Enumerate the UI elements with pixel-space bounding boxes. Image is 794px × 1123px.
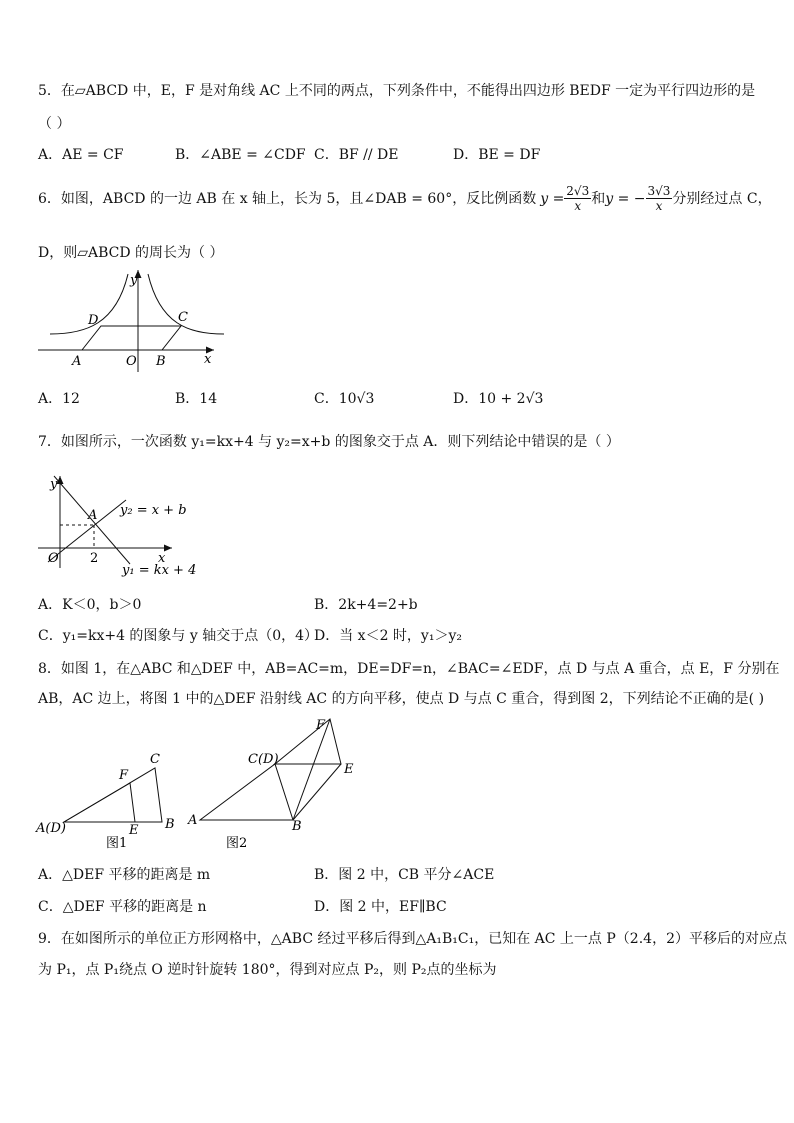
q6-stem-text-a: 6．如图，ABCD 的一边 AB 在 x 轴上，长为 5，且∠DAB = 60°，反比例函数 — [38, 190, 537, 207]
q6-function-1-denominator: x — [574, 199, 582, 213]
q8-fig2-label-b: B — [292, 819, 302, 834]
q7-option-b: B．2k+4=2+b — [314, 597, 418, 613]
q6-stem-text-b: 分别经过点 C， — [672, 190, 772, 207]
q6-option-c: C．10√3 — [314, 391, 375, 407]
q8-fig2-label-e: E — [344, 762, 354, 777]
q8-fig2-label-cd: C(D) — [248, 752, 279, 767]
q8-figure-2 — [186, 712, 386, 852]
q6-label-y: y — [130, 273, 138, 288]
q8-stem-line2: AB，AC 边上，将图 1 中的△DEF 沿射线 AC 的方向平移，使点 D 与点 C 重合，得到图 2，下列结论不正确的是( ) — [38, 691, 765, 707]
q6-parallelogram — [82, 326, 181, 350]
q6-function-2 — [646, 184, 673, 213]
q8-fig1-label-ad: A(D) — [36, 821, 66, 836]
q5-option-d: D．BE = DF — [453, 147, 541, 163]
q8-fig2-triangle-def — [275, 719, 341, 764]
q8-option-a: A．△DEF 平移的距离是 m — [38, 867, 211, 883]
q7-option-c: C．y₁=kx+4 的图象与 y 轴交于点（0，4） — [38, 628, 319, 644]
q5-option-a: A．AE = CF — [38, 147, 124, 163]
q8-fig1-triangle-def — [64, 783, 135, 822]
q8-fig1-triangle-abc — [64, 768, 162, 822]
q8-option-b: B．图 2 中，CB 平分∠ACE — [314, 867, 495, 883]
q7-label-a: A — [88, 508, 98, 523]
q6-function-2-numerator: 3√3 — [647, 184, 671, 198]
q8-option-c: C．△DEF 平移的距离是 n — [38, 899, 207, 915]
q8-fig2-caption: 图2 — [226, 836, 248, 851]
q5-option-b: B．∠ABE = ∠CDF — [175, 147, 306, 163]
q7-label-o: O — [48, 551, 59, 566]
q6-option-d: D．10 + 2√3 — [453, 391, 544, 407]
q6-stem-and: 和 — [591, 190, 606, 207]
q6-function-2-denominator: x — [655, 199, 663, 213]
q9-stem-line2: 为 P₁，点 P₁绕点 O 逆时针旋转 180°，得到对应点 P₂，则 P₂点的坐标为 — [38, 962, 497, 978]
q6-label-a: A — [72, 354, 82, 369]
q8-stem-line1: 8．如图 1，在△ABC 和△DEF 中，AB=AC=m，DE=DF=n，∠BAC=∠EDF，点 D 与点 A 重合，点 E，F 分别在 — [38, 661, 780, 677]
q6-label-x: x — [204, 352, 212, 367]
q7-figure — [34, 472, 234, 582]
q5-option-c: C．BF // DE — [314, 147, 399, 163]
q6-label-c: C — [178, 310, 188, 325]
q8-fig2-label-f: F — [316, 718, 326, 733]
q5-stem: 5．在▱ABCD 中，E，F 是对角线 AC 上不同的两点，下列条件中，不能得出四边形 BEDF 一定为平行四边形的是 — [38, 83, 756, 99]
q6-label-d: D — [88, 313, 99, 328]
q7-option-a: A．K＜0，b＞0 — [38, 597, 142, 613]
q8-figure-1 — [34, 746, 194, 850]
q6-stem-line1: 6．如图，ABCD 的一边 AB 在 x 轴上，长为 5，且∠DAB = 60°，反比例函数 y = $\frac{2√3}{x}$ 和 y = − $\frac{3√3}{x}$ 分别经过点 C， — [38, 184, 772, 213]
q7-stem: 7．如图所示，一次函数 y₁=kx+4 与 y₂=x+b 的图象交于点 A．则下列结论中错误的是（ ） — [38, 434, 620, 450]
q7-label-y2: y₂ = x + b — [120, 503, 187, 518]
q8-fig1-label-f: F — [119, 768, 129, 783]
q8-option-d: D．图 2 中，EF∥BC — [314, 899, 447, 915]
q8-fig2-triangle-abc — [200, 764, 293, 820]
q7-label-y1: y₁ = kx + 4 — [122, 563, 197, 578]
q8-fig1-caption: 图1 — [106, 836, 128, 850]
q8-fig2-label-a: A — [188, 813, 198, 828]
q6-function-1-numerator: 2√3 — [566, 184, 590, 198]
q7-label-x: x — [158, 551, 166, 566]
q5-answer-paren: （ ） — [38, 116, 71, 132]
q6-hyperbola-right — [148, 274, 224, 334]
q6-option-b: B．14 — [175, 391, 218, 407]
q9-stem-line1: 9．在如图所示的单位正方形网格中，△ABC 经过平移后得到△A₁B₁C₁，已知在 AC 上一点 P（2.4，2）平移后的对应点 — [38, 931, 787, 947]
q8-fig1-label-b: B — [165, 817, 175, 832]
q7-label-y: y — [50, 477, 58, 492]
q6-label-b: B — [156, 354, 166, 369]
q6-function-1 — [564, 184, 591, 213]
q8-fig2-segment-be — [293, 764, 341, 820]
q6-label-o: O — [126, 354, 137, 369]
q6-stem-line2: D，则▱ABCD 的周长为（ ） — [38, 245, 224, 261]
q6-option-a: A．12 — [38, 391, 80, 407]
q7-label-2: 2 — [90, 551, 99, 566]
q8-fig1-label-c: C — [150, 752, 160, 767]
q8-fig1-label-e: E — [129, 823, 139, 838]
q7-option-d: D．当 x＜2 时，y₁＞y₂ — [314, 628, 462, 644]
q6-figure — [36, 264, 236, 376]
